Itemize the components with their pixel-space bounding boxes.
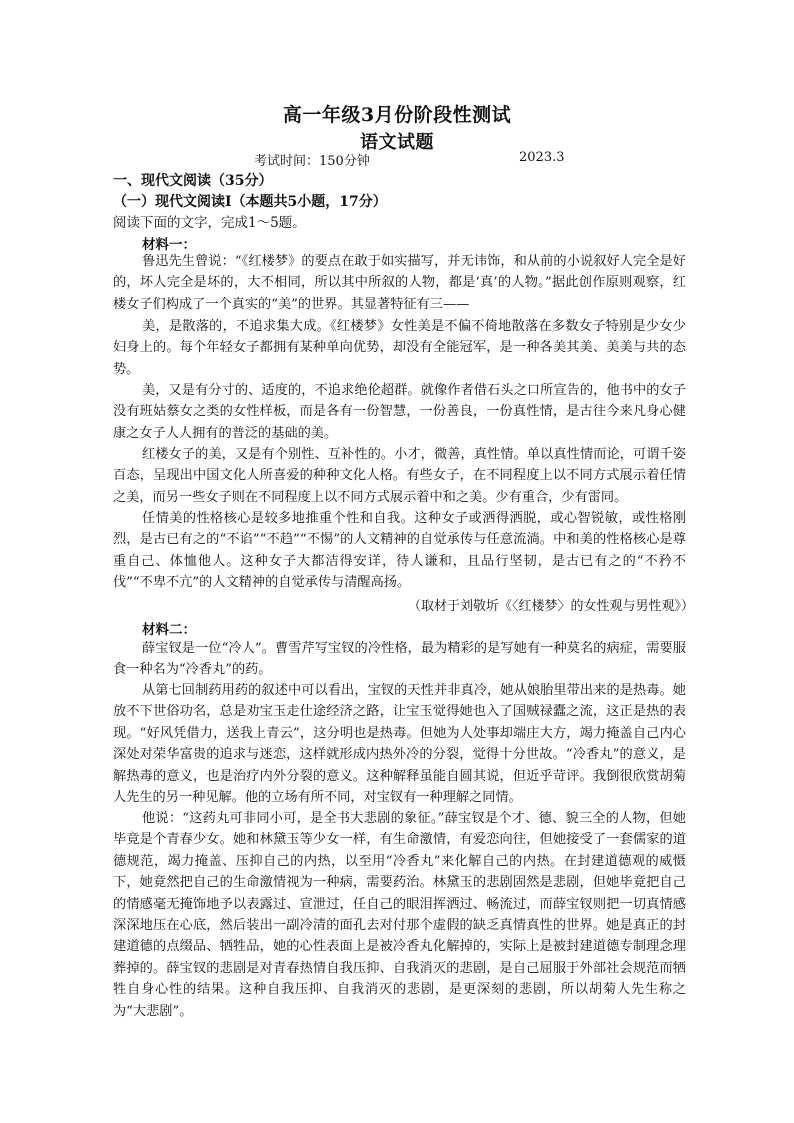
material-one-paragraph: 美，又是有分寸的、适度的，不追求绝伦超群。就像作者借石头之口所宣告的，他书中的女子没有班姑蔡女之类的女性样板，而是各有一份智慧，一份善良，一份真性情，是古往今来凡身心健康之女子人人拥有的普泛的基础的美。 xyxy=(113,383,686,441)
section-heading-part1-1: （一）现代文阅读Ⅰ（本题共5小题，17分） xyxy=(113,194,387,210)
material-one-paragraph: 红楼女子的美，又是有个别性、互补性的。小才，微善，真性情。单以真性情而论，可谓千姿百态，呈现出中国文化人所喜爱的种种文化人格。有些女子，在不同程度上以不同方式展示着任情之美，而另一些女子则在不同程度上以不同方式展示着中和之美。少有重合，少有雷同。 xyxy=(113,447,686,505)
page-title: 高一年级3月份阶段性测试 xyxy=(282,104,512,126)
material-one-paragraph: 鲁迅先生曾说：“《红楼梦》的要点在敢于如实描写，并无讳饰，和从前的小说叙好人完全是好的，坏人完全是坏的，大不相同，所以其中所叙的人物，都是‘真’的人物。”据此创作原则观察，红楼女子们构成了一个真实的“美”的世界。其显著特征有三—— xyxy=(113,254,686,312)
section-heading-part1: 一、现代文阅读（35分） xyxy=(113,173,273,189)
page-subtitle: 语文试题 xyxy=(360,132,434,153)
material-one-label: 材料一： xyxy=(142,237,196,253)
material-one-source: （取材于刘敬圻《〈红楼梦〉的女性观与男性观》） xyxy=(407,599,694,614)
material-two-label: 材料二： xyxy=(142,622,196,638)
material-two-paragraph: 从第七回制药用药的叙述中可以看出，宝钗的天性并非真冷，她从娘胎里带出来的是热毒。她放不下世俗功名，总是劝宝玉走仕途经济之路，让宝玉觉得她也入了国贼禄蠹之流，这正是热的表现。“好风凭借力，送我上青云”，这分明也是热毒。但她为人处事却端庄大方，竭力掩盖自己内心深处对荣华富贵的追求与迷恋，这样就形成内热外冷的分裂，觉得十分世故。“冷香丸”的意义，是解热毒的意义，也是治疗内外分裂的意义。这种解释虽能自圆其说，但近乎苛评。我倒很欣赏胡菊人先生的另一种见解。他的立场有所不同，对宝钗有一种理解之同情。 xyxy=(113,683,686,806)
material-one-paragraph: 美，是散落的，不追求集大成。《红楼梦》女性美是不偏不倚地散落在多数女子特别是少女少妇身上的。每个年轻女子都拥有某种单向优势，却没有全能冠军，是一种各美其美、美美与共的态势。 xyxy=(113,319,686,377)
exam-time: 考试时间：150分钟 xyxy=(254,154,370,169)
material-two-paragraph: 他说：“这药丸可非同小可，是全书大悲剧的象征。”薛宝钗是个才、德、貌三全的人物，但她毕竟是个青春少女。她和林黛玉等少女一样，有生命激情，有爱恋向往，但她接受了一套儒家的道德规范，竭力掩盖、压抑自己的内热，以至用“冷香丸”来化解自己的内热。在封建道德观的威慑下，她竟然把自己的生命激情视为一种病，需要药治。林黛玉的悲剧固然是悲剧，但她毕竟把自己的情感毫无掩饰地予以表露过、宣泄过，任自己的眼泪挥洒过、畅流过，而薛宝钗则把一切真情感深深地压在心底，然后装出一副冷清的面孔去对付那个虚假的缺乏真情真性的世界。她是真正的封建道德的点缀品、牺牲品，她的心性表面上是被冷香丸化解掉的，实际上是被封建道德专制理念理葬掉的。薛宝钗的悲剧是对青春热情自我压抑、自我消灭的悲剧，是自己屈服于外部社会规范而牺牲自身心性的结果。这种自我压抑、自我消灭的悲剧，是更深刻的悲剧，所以胡菊人先生称之为“大悲剧”。 xyxy=(113,811,686,1019)
material-two-paragraph: 薛宝钗是一位“冷人”。曹雪芹写宝钗的冷性格，最为精彩的是写她有一种莫名的病症，需要服食一种名为“冷香丸”的药。 xyxy=(113,641,686,678)
reading-instruction: 阅读下面的文字，完成1～5题。 xyxy=(113,215,306,231)
material-one-paragraph: 任情美的性格核心是较多地推重个性和自我。这种女子或洒得洒脱，或心智锐敏，或性格刚烈，是古已有之的“不谄”“不趋”“不惕”的人文精神的自觉承传与任意流淌。中和美的性格核心是尊重自己、体恤他人。这种女子大都洁得安详，待人谦和，且品行坚韧，是古已有之的“不矜不伐”“不卑不亢”的人文精神的自觉承传与清醒高扬。 xyxy=(113,511,686,591)
exam-date: 2023.3 xyxy=(519,150,565,165)
